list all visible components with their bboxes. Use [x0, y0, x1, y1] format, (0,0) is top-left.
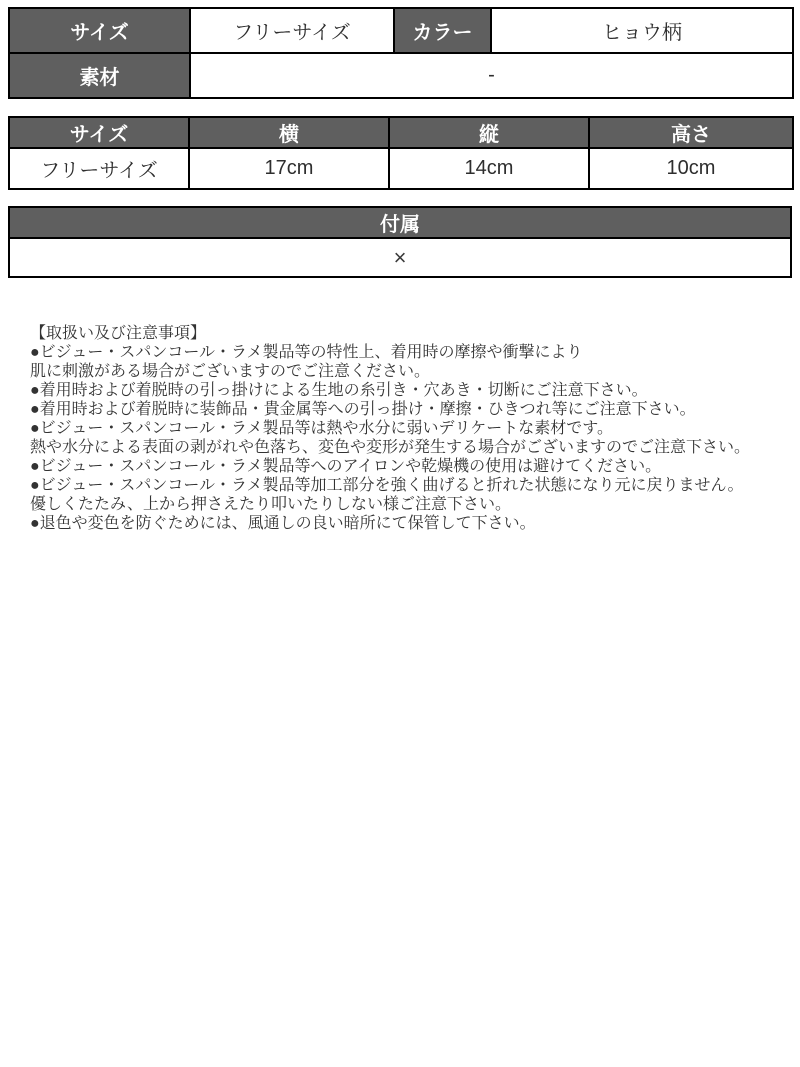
product-spec-section [0, 0, 800, 533]
care-note-line: 優しくたたみ、上から押さえたり叩いたりしない様ご注意下さい。 [30, 496, 511, 513]
table-row [9, 148, 793, 189]
size-color-material-table [8, 7, 794, 99]
table-row [9, 53, 793, 98]
care-note-line: ●退色や変色を防ぐためには、風通しの良い暗所にて保管して下さい。 [30, 515, 536, 532]
care-note-line: ●着用時および着脱時の引っ掛けによる生地の糸引き・穴あき・切断にご注意下さい。 [30, 382, 648, 399]
dims-value-size: フリーサイズ [9, 148, 189, 189]
color-label-cell: カラー [394, 8, 491, 53]
dims-header-height: 高さ [589, 117, 793, 148]
table-header-row [9, 207, 791, 238]
dims-value-width: 17cm [189, 148, 389, 189]
care-note-line: 肌に刺激がある場合がございますのでご注意ください。 [30, 363, 431, 380]
care-note-line: ●着用時および着脱時に装飾品・貴金属等への引っ掛け・摩擦・ひきつれ等にご注意下さい。 [30, 401, 696, 418]
size-value-cell: フリーサイズ [190, 8, 394, 53]
care-notes [30, 324, 782, 533]
care-note-line: ●ビジュー・スパンコール・ラメ製品等加工部分を強く曲げると折れた状態になり元に戻りません。 [30, 477, 744, 494]
size-label-cell: サイズ [9, 8, 190, 53]
dims-value-depth: 14cm [389, 148, 589, 189]
care-note-line: ●ビジュー・スパンコール・ラメ製品等の特性上、着用時の摩擦や衝撃により [30, 344, 583, 361]
color-value-cell: ヒョウ柄 [491, 8, 793, 53]
material-value-cell: - [190, 53, 793, 98]
table-row [9, 8, 793, 53]
accessory-table [8, 206, 792, 278]
care-note-line: ●ビジュー・スパンコール・ラメ製品等へのアイロンや乾燥機の使用は避けてください。 [30, 458, 662, 475]
accessory-header-cell: 付属 [9, 207, 791, 238]
dims-header-size: サイズ [9, 117, 189, 148]
care-note-line: 熱や水分による表面の剥がれや色落ち、変色や変形が発生する場合がございますのでご注意下さい。 [30, 439, 751, 456]
table-header-row [9, 117, 793, 148]
dims-value-height: 10cm [589, 148, 793, 189]
dims-header-width: 横 [189, 117, 389, 148]
dims-header-depth: 縦 [389, 117, 589, 148]
care-notes-title: 【取扱い及び注意事項】 [30, 325, 207, 342]
care-note-line: ●ビジュー・スパンコール・ラメ製品等は熱や水分に弱いデリケートな素材です。 [30, 420, 613, 437]
dimensions-table [8, 116, 794, 190]
material-label-cell: 素材 [9, 53, 190, 98]
accessory-value-cell: × [9, 238, 791, 277]
table-row [9, 238, 791, 277]
